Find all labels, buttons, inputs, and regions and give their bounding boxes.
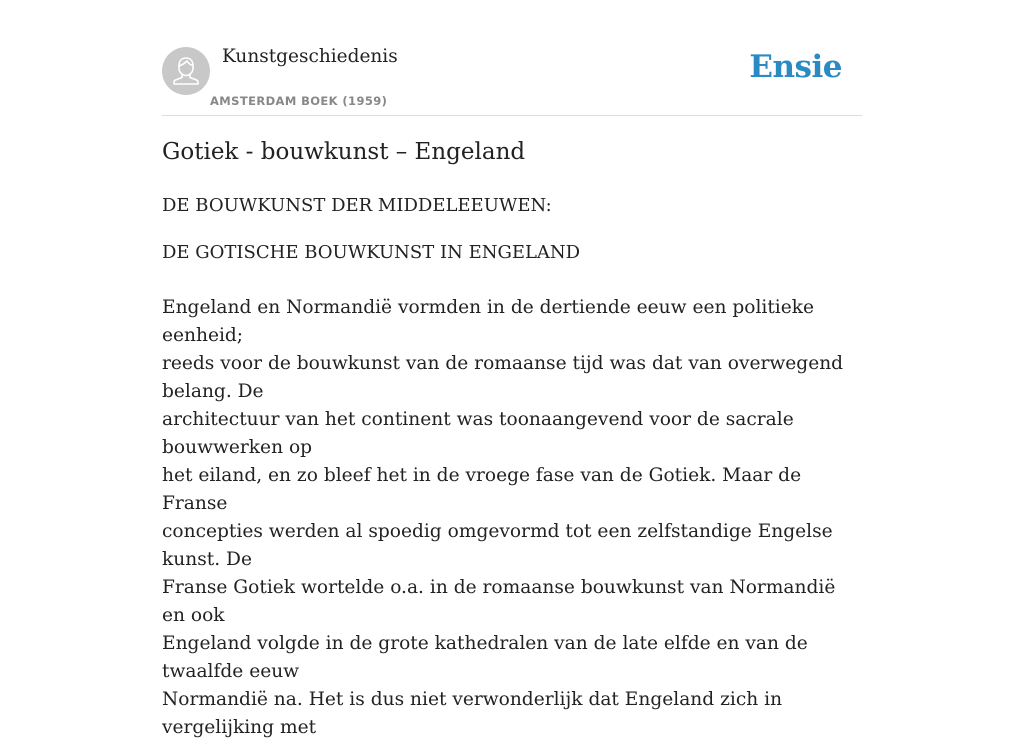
article-header [162,0,862,116]
body-line: Franse Gotiek wortelde o.a. in de romaanse bouwkunst van Normandië en ook [162,577,836,626]
body-line: Engeland volgde in de grote kathedralen van de late elfde en van de twaalfde eeuw [162,633,808,682]
body-line: Normandië na. Het is dus niet verwonderlijk dat Engeland zich in vergelijking met [162,689,783,738]
body-line: concepties werden al spoedig omgevormd tot een zelfstandige Engelse kunst. De [162,521,833,570]
section-heading: DE BOUWKUNST DER MIDDELEEUWEN: [162,195,552,216]
section-subheading: DE GOTISCHE BOUWKUNST IN ENGELAND [162,242,581,263]
body-line: het eiland, en zo bleef het in de vroege fase van de Gotiek. Maar de Franse [162,465,802,514]
source-label[interactable]: AMSTERDAM BOEK (1959) [210,94,388,108]
category-link[interactable]: Kunstgeschiedenis [222,46,398,67]
article-body [162,294,862,742]
page-container [162,0,862,738]
user-avatar-icon[interactable] [162,47,210,95]
ensie-logo[interactable]: Ensie [749,49,842,85]
body-line: Engeland en Normandië vormden in de dertiende eeuw een politieke eenheid; [162,297,815,346]
article-title: Gotiek - bouwkunst – Engeland [162,139,526,165]
body-line: reeds voor de bouwkunst van de romaanse tijd was dat van overwegend belang. De [162,353,844,402]
body-line: architectuur van het continent was toonaangevend voor de sacrale bouwwerken op [162,409,794,458]
